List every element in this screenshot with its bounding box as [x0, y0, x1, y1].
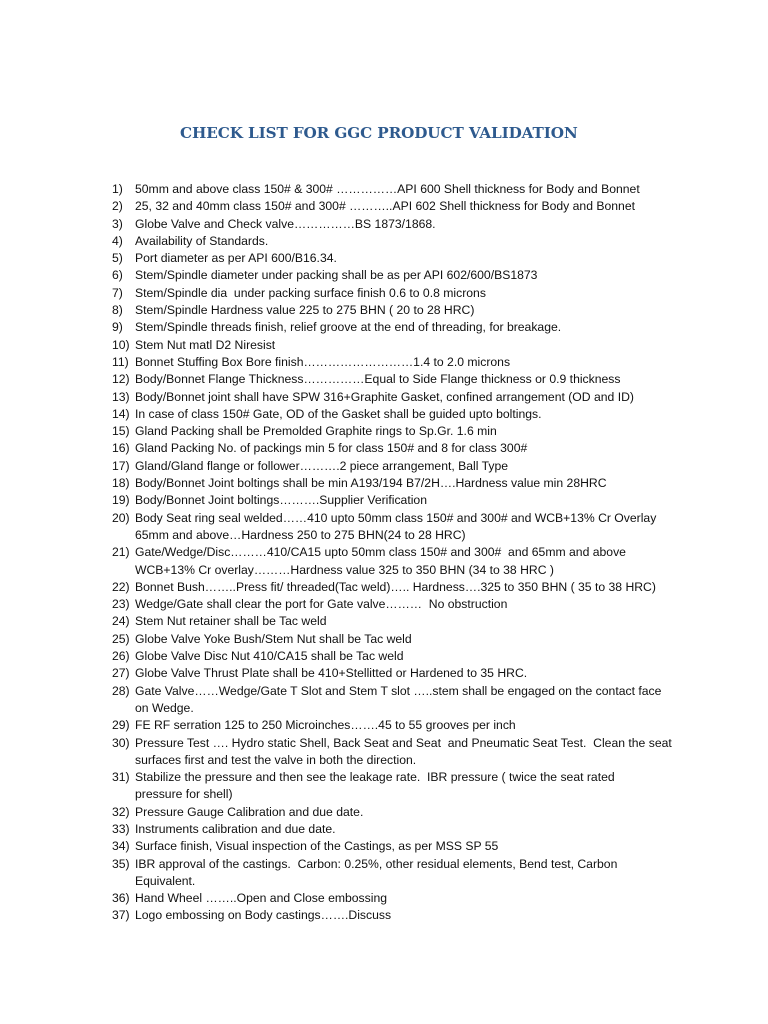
- item-number: 7): [112, 285, 123, 300]
- item-number: 10): [112, 337, 130, 352]
- item-number: 6): [112, 268, 123, 283]
- checklist-item: [0, 267, 768, 284]
- checklist-item: [0, 216, 768, 233]
- item-text: Stem Nut retainer shall be Tac weld: [135, 614, 327, 629]
- item-text: Stem/Spindle diameter under packing shall be as per API 602/600/BS1873: [135, 268, 538, 283]
- item-number: 1): [112, 182, 123, 196]
- item-number: 31): [112, 770, 130, 785]
- item-text: Body/Bonnet Flange Thickness……………Equal to Side Flange thickness or 0.9 thickness: [135, 372, 621, 387]
- item-text: Pressure Test …. Hydro static Shell, Back Seat and Seat and Pneumatic Seat Test. Clean the seat: [135, 735, 672, 750]
- item-number: 28): [112, 683, 130, 698]
- item-number: 13): [112, 389, 130, 404]
- checklist-item: [0, 804, 768, 821]
- item-text: Gland Packing shall be Premolded Graphite rings to Sp.Gr. 1.6 min: [135, 424, 497, 439]
- item-text: Pressure Gauge Calibration and due date.: [135, 804, 364, 819]
- checklist-item: [0, 631, 768, 648]
- checklist-item: [0, 302, 768, 319]
- item-number: 26): [112, 649, 130, 664]
- item-text: Port diameter as per API 600/B16.34.: [135, 251, 337, 266]
- item-text: Equivalent.: [135, 873, 196, 888]
- item-number: 2): [112, 199, 123, 214]
- item-number: 8): [112, 303, 123, 318]
- checklist-item: [0, 337, 768, 354]
- checklist-item: [0, 838, 768, 855]
- item-text: Stem/Spindle dia under packing surface finish 0.6 to 0.8 microns: [135, 285, 486, 300]
- checklist-item: [0, 406, 768, 423]
- item-text: Gland/Gland flange or follower……….2 piece arrangement, Ball Type: [135, 458, 509, 473]
- checklist-item: [0, 250, 768, 267]
- item-text: Stabilize the pressure and then see the leakage rate. IBR pressure ( twice the seat rated: [135, 770, 615, 785]
- item-number: 12): [112, 372, 130, 387]
- item-text: Availability of Standards.: [135, 233, 269, 248]
- item-text: In case of class 150# Gate, OD of the Gasket shall be guided upto boltings.: [135, 406, 542, 421]
- item-text: FE RF serration 125 to 250 Microinches…….45 to 55 grooves per inch: [135, 718, 516, 733]
- item-number: 11): [112, 354, 129, 369]
- item-number: 27): [112, 666, 130, 681]
- item-number: 19): [112, 493, 130, 508]
- item-text: IBR approval of the castings. Carbon: 0.25%, other residual elements, Bend test, Carbon: [135, 856, 618, 871]
- item-text: Globe Valve Yoke Bush/Stem Nut shall be Tac weld: [135, 631, 412, 646]
- checklist-item: [0, 821, 768, 838]
- item-number: 22): [112, 579, 130, 594]
- item-text: Body/Bonnet joint shall have SPW 316+Graphite Gasket, confined arrangement (OD and ID): [135, 389, 634, 404]
- checklist: [0, 181, 768, 925]
- item-text: 25, 32 and 40mm class 150# and 300# ………..API 602 Shell thickness for Body and Bonnet: [135, 199, 635, 214]
- item-text: Gland Packing No. of packings min 5 for class 150# and 8 for class 300#: [135, 441, 528, 456]
- item-text: Body/Bonnet Joint boltings shall be min A193/194 B7/2H….Hardness value min 28HRC: [135, 476, 607, 491]
- item-text: Body Seat ring seal welded……410 upto 50mm class 150# and 300# and WCB+13% Cr Overlay: [135, 510, 657, 525]
- item-text: Stem Nut matl D2 Niresist: [135, 337, 276, 352]
- checklist-item: [0, 475, 768, 492]
- checklist-item: [0, 648, 768, 665]
- checklist-item: [0, 665, 768, 682]
- checklist-item: [0, 890, 768, 907]
- checklist-item: [0, 769, 768, 804]
- item-text: Wedge/Gate shall clear the port for Gate valve……… No obstruction: [135, 597, 508, 612]
- checklist-item: [0, 735, 768, 770]
- item-number: 34): [112, 839, 130, 854]
- item-number: 16): [112, 441, 130, 456]
- item-text: Stem/Spindle threads finish, relief groove at the end of threading, for breakage.: [135, 320, 562, 335]
- item-number: 21): [112, 545, 130, 560]
- item-text: WCB+13% Cr overlay………Hardness value 325 to 350 BHN (34 to 38 HRC ): [135, 562, 554, 577]
- item-number: 5): [112, 251, 123, 266]
- item-number: 3): [112, 216, 123, 231]
- item-text: pressure for shell): [135, 787, 233, 802]
- item-text: on Wedge.: [135, 700, 194, 715]
- item-text: Instruments calibration and due date.: [135, 821, 336, 836]
- checklist-item: [0, 440, 768, 457]
- item-number: 24): [112, 614, 130, 629]
- checklist-item: [0, 492, 768, 509]
- item-number: 33): [112, 821, 130, 836]
- checklist-item: [0, 613, 768, 630]
- item-number: 18): [112, 476, 130, 491]
- item-text: Bonnet Stuffing Box Bore finish………………………1.4 to 2.0 microns: [135, 354, 511, 369]
- item-number: 29): [112, 718, 130, 733]
- item-text: Gate/Wedge/Disc………410/CA15 upto 50mm class 150# and 300# and 65mm and above: [135, 545, 626, 560]
- item-text: Bonnet Bush……..Press fit/ threaded(Tac weld)….. Hardness….325 to 350 BHN ( 35 to 38 HRC): [135, 579, 656, 594]
- checklist-item: [0, 319, 768, 336]
- checklist-item: [0, 856, 768, 891]
- item-number: 25): [112, 631, 130, 646]
- item-number: 17): [112, 458, 130, 473]
- item-text: Globe Valve and Check valve……………BS 1873/1868.: [135, 216, 436, 231]
- item-text: surfaces first and test the valve in both the direction.: [135, 752, 417, 767]
- checklist-item: [0, 458, 768, 475]
- checklist-item: [0, 683, 768, 718]
- item-number: 20): [112, 510, 130, 525]
- item-text: Gate Valve……Wedge/Gate T Slot and Stem T slot …..stem shall be engaged on the contact face: [135, 683, 662, 698]
- item-text: 65mm and above…Hardness 250 to 275 BHN(24 to 28 HRC): [135, 527, 466, 542]
- item-text: Globe Valve Thrust Plate shall be 410+Stellitted or Hardened to 35 HRC.: [135, 666, 528, 681]
- item-number: 9): [112, 320, 123, 335]
- checklist-item: [0, 717, 768, 734]
- page-title: CHECK LIST FOR GGC PRODUCT VALIDATION: [180, 124, 578, 142]
- checklist-item: [0, 579, 768, 596]
- checklist-item: [0, 907, 768, 924]
- item-number: 35): [112, 856, 130, 871]
- item-text: Hand Wheel ……..Open and Close embossing: [135, 891, 388, 906]
- item-number: 37): [112, 908, 130, 923]
- checklist-item: [0, 389, 768, 406]
- item-text: Globe Valve Disc Nut 410/CA15 shall be Tac weld: [135, 649, 404, 664]
- checklist-item: [0, 371, 768, 388]
- checklist-item: [0, 354, 768, 371]
- item-text: 50mm and above class 150# & 300# ……………API 600 Shell thickness for Body and Bonnet: [135, 182, 640, 196]
- item-text: Stem/Spindle Hardness value 225 to 275 BHN ( 20 to 28 HRC): [135, 303, 475, 318]
- checklist-item: [0, 544, 768, 579]
- checklist-item: [0, 181, 768, 198]
- item-number: 4): [112, 233, 123, 248]
- item-text: Surface finish, Visual inspection of the Castings, as per MSS SP 55: [135, 839, 499, 854]
- item-number: 23): [112, 597, 130, 612]
- item-number: 32): [112, 804, 130, 819]
- item-number: 15): [112, 424, 130, 439]
- item-text: Body/Bonnet Joint boltings……….Supplier Verification: [135, 493, 427, 508]
- item-number: 36): [112, 891, 130, 906]
- checklist-item: [0, 423, 768, 440]
- checklist-item: [0, 285, 768, 302]
- checklist-item: [0, 233, 768, 250]
- item-text: Logo embossing on Body castings…….Discuss: [135, 908, 392, 923]
- item-number: 30): [112, 735, 130, 750]
- checklist-item: [0, 510, 768, 545]
- checklist-item: [0, 596, 768, 613]
- checklist-item: [0, 198, 768, 215]
- item-number: 14): [112, 406, 130, 421]
